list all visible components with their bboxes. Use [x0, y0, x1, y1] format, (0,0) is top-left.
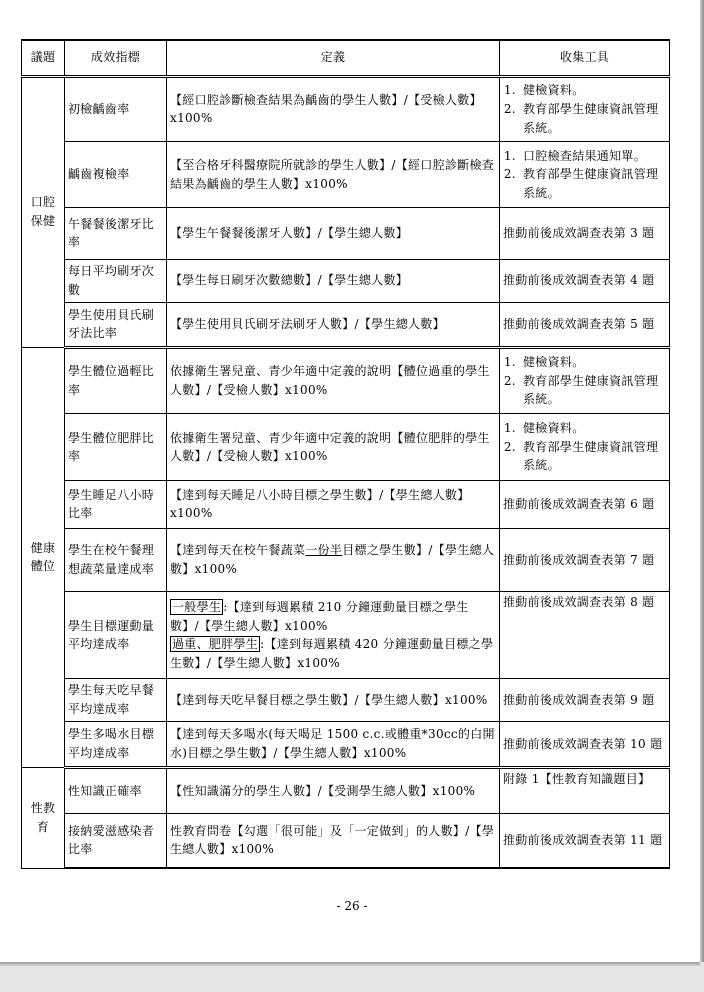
table-row [22, 414, 670, 481]
definition-cell: 【至合格牙科醫療院所就診的學生人數】/【經口腔診斷檢查結果為齲齒的學生人數】x100% [167, 142, 500, 208]
definition-cell: 【性知識滿分的學生人數】/【受測學生總人數】x100% [167, 768, 500, 814]
group-label-general: 一般學生 [172, 600, 222, 615]
definition-cell: 【經口腔診斷檢查結果為齲齒的學生人數】/【受檢人數】x100% [167, 76, 500, 142]
table-row [22, 481, 670, 529]
tool-item: 1. 健檢資料。 [520, 419, 666, 438]
definition-cell: 依據衛生署兒童、青少年適中定義的說明【體位過重的學生人數】/【受檢人數】x100% [167, 347, 500, 414]
underlined-amount: 一份半 [305, 543, 343, 558]
indicator-cell: 齲齒複檢率 [65, 142, 167, 208]
table-row [22, 813, 670, 868]
indicator-cell: 學生睡足八小時比率 [65, 481, 167, 529]
indicator-cell: 午餐餐後潔牙比率 [65, 207, 167, 259]
indicator-cell: 學生多喝水目標平均達成率 [65, 721, 167, 768]
table-row [22, 259, 670, 302]
topic-cell-body: 健康體位 [22, 347, 65, 768]
definition-cell: 【學生每日刷牙次數總數】/【學生總人數】 [167, 259, 500, 302]
tools-cell [500, 142, 670, 208]
header-definition: 定義 [167, 40, 500, 76]
table-row [22, 721, 670, 768]
definition-text: 目標之學生數】/【學生總人數】x100% [170, 543, 495, 576]
table-row [22, 207, 670, 259]
definition-cell: 【達到每天多喝水(每天喝足 1500 c.c.或體重*30cc的白開水)目標之學生數】/【學生總人數】x100% [167, 721, 500, 768]
definition-cell: 依據衛生署兒童、青少年適中定義的說明【體位肥胖的學生人數】/【受檢人數】x100% [167, 414, 500, 481]
tools-cell: 推動前後成效調查表第 10 題 [500, 721, 670, 768]
topic-cell-sex: 性教育 [22, 768, 65, 868]
page-number: - 26 - [336, 899, 368, 913]
tool-item: 1. 健檢資料。 [520, 353, 666, 372]
table-row [22, 142, 670, 208]
topic-cell-oral: 口腔保健 [22, 76, 65, 347]
header-indicator: 成效指標 [65, 40, 167, 76]
group-label-overweight: 過重、肥胖學生 [172, 637, 259, 652]
definition-text: :【達到每週累積 210 分鐘運動量目標之學生數】/【學生總人數】x100% [170, 600, 469, 633]
indicator-cell: 接納愛滋感染者比率 [65, 813, 167, 868]
tool-item: 1. 口腔檢查結果通知單。 [520, 147, 666, 166]
tool-item: 2. 教育部學生健康資訊管理系統。 [520, 165, 666, 202]
indicator-cell: 學生目標運動量平均達成率 [65, 592, 167, 679]
indicator-cell: 學生體位肥胖比率 [65, 414, 167, 481]
indicator-cell: 學生每天吃早餐平均達成率 [65, 679, 167, 721]
tools-cell: 推動前後成效調查表第 8 題 [500, 592, 670, 679]
indicator-cell: 性知識正確率 [65, 768, 167, 814]
definition-cell: 【學生使用貝氏刷牙法刷牙人數】/【學生總人數】 [167, 303, 500, 348]
definition-cell [167, 592, 500, 679]
definition-cell: 【學生午餐餐後潔牙人數】/【學生總人數】 [167, 207, 500, 259]
tool-item: 2. 教育部學生健康資訊管理系統。 [520, 438, 666, 475]
tool-item: 2. 教育部學生健康資訊管理系統。 [520, 100, 666, 137]
indicator-cell: 學生體位過輕比率 [65, 347, 167, 414]
table-header-row [22, 40, 670, 76]
indicator-cell: 學生使用貝氏刷牙法比率 [65, 303, 167, 348]
table-row [22, 592, 670, 679]
definition-cell: 性教育問卷【勾選「很可能」及「一定做到」的人數】/【學生總人數】x100% [167, 813, 500, 868]
tool-item: 1. 健檢資料。 [520, 81, 666, 100]
definition-text: :【達到每週累積 420 分鐘運動量目標之學生數】/【學生總人數】x100% [170, 637, 494, 670]
table-row [22, 679, 670, 721]
definition-text: 【達到每天在校午餐蔬菜 [170, 543, 306, 558]
table-row [22, 347, 670, 414]
definition-cell: 【達到每天吃早餐目標之學生數】/【學生總人數】x100% [167, 679, 500, 721]
tools-cell: 推動前後成效調查表第 9 題 [500, 679, 670, 721]
indicator-cell: 每日平均刷牙次數 [65, 259, 167, 302]
page-edge-shadow [700, 0, 704, 962]
tools-cell: 推動前後成效調查表第 4 題 [500, 259, 670, 302]
indicator-cell: 學生在校午餐理想蔬菜量達成率 [65, 528, 167, 592]
tools-cell: 推動前後成效調查表第 5 題 [500, 303, 670, 348]
tool-item: 2. 教育部學生健康資訊管理系統。 [520, 372, 666, 409]
table-row [22, 768, 670, 814]
tools-cell: 推動前後成效調查表第 7 題 [500, 528, 670, 592]
tools-cell [500, 76, 670, 142]
tools-cell [500, 347, 670, 414]
tools-cell: 附錄 1【性教育知識題目】 [500, 768, 670, 814]
table-row [22, 528, 670, 592]
definition-cell [167, 528, 500, 592]
page-bottom-margin [0, 962, 704, 992]
table-row [22, 76, 670, 142]
table-row [22, 303, 670, 348]
indicator-table [21, 39, 670, 869]
indicator-cell: 初檢齲齒率 [65, 76, 167, 142]
header-tools: 收集工具 [500, 40, 670, 76]
tools-cell: 推動前後成效調查表第 11 題 [500, 813, 670, 868]
definition-cell: 【達到每天睡足八小時目標之學生數】/【學生總人數】x100% [167, 481, 500, 529]
tools-cell: 推動前後成效調查表第 3 題 [500, 207, 670, 259]
tools-cell: 推動前後成效調查表第 6 題 [500, 481, 670, 529]
header-topic: 議題 [22, 40, 65, 76]
tools-cell [500, 414, 670, 481]
